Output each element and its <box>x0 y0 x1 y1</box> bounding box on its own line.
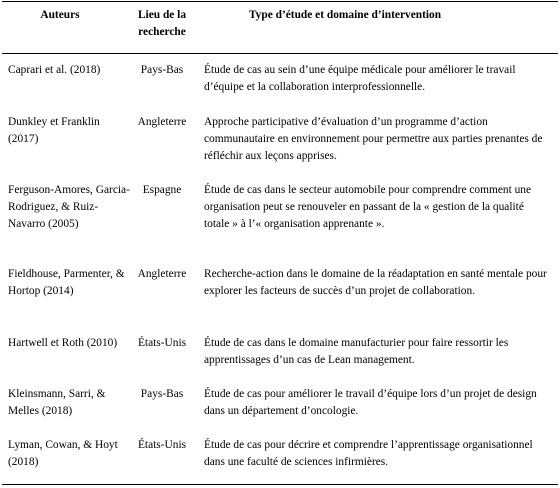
table-bottom-rule <box>2 484 558 485</box>
row-study-type: Recherche-action dans le domaine de la réadaptation en santé mentale pour explorer les facteurs de succès d’un projet de collaboration. <box>204 268 547 298</box>
header-location: Lieu de la recherche <box>137 9 187 39</box>
header-authors: Auteurs <box>40 9 80 21</box>
row-study-type: Approche participative d’évaluation d’un programme d’action communautaire en environnement pour permettre aux parties prenantes de réfléchir aux leçons apprises. <box>204 116 543 163</box>
row-authors: Lyman, Cowan, & Hoyt (2018) <box>8 439 118 469</box>
row-authors: Hartwell et Roth (2010) <box>8 337 118 349</box>
row-authors: Caprari et al. (2018) <box>8 64 101 76</box>
row-location: Espagne <box>142 184 182 196</box>
header-rule <box>2 53 558 54</box>
row-authors: Fieldhouse, Parmenter, & Hortop (2014) <box>8 268 125 298</box>
row-authors: Dunkley et Franklin (2017) <box>8 116 100 146</box>
row-location: Angleterre <box>137 116 187 128</box>
row-location: États-Unis <box>137 439 187 451</box>
row-location: Pays-Bas <box>140 388 184 400</box>
row-study-type: Étude de cas pour décrire et comprendre l’apprentissage organisationnel dans une faculté de sciences infirmières. <box>204 439 533 469</box>
row-location: Angleterre <box>137 268 187 280</box>
row-study-type: Étude de cas pour améliorer le travail d’équipe lors d’un projet de design dans un département d’oncologie. <box>204 388 537 418</box>
row-study-type: Étude de cas dans le secteur automobile pour comprendre comment une organisation peut se renouveler en passant de la « gestion de la qualité totale » à l’« organisation apprenante ». <box>204 184 532 231</box>
row-authors: Kleinsmann, Sarri, & Melles (2018) <box>8 388 106 418</box>
row-study-type: Étude de cas au sein d’une équipe médicale pour améliorer le travail d’équipe et la collaboration interprofessionnelle. <box>204 64 516 94</box>
table-top-rule <box>2 1 558 2</box>
studies-table <box>2 0 558 488</box>
row-location: Pays-Bas <box>140 64 184 76</box>
row-authors: Ferguson-Amores, Garcia-Rodriguez, & Ruiz-Navarro (2005) <box>8 184 130 231</box>
header-study-type: Type d’étude et domaine d’intervention <box>248 9 442 21</box>
row-location: États-Unis <box>137 337 187 349</box>
row-study-type: Étude de cas dans le domaine manufacturier pour faire ressortir les apprentissages d’un cas de Lean management. <box>204 337 509 367</box>
